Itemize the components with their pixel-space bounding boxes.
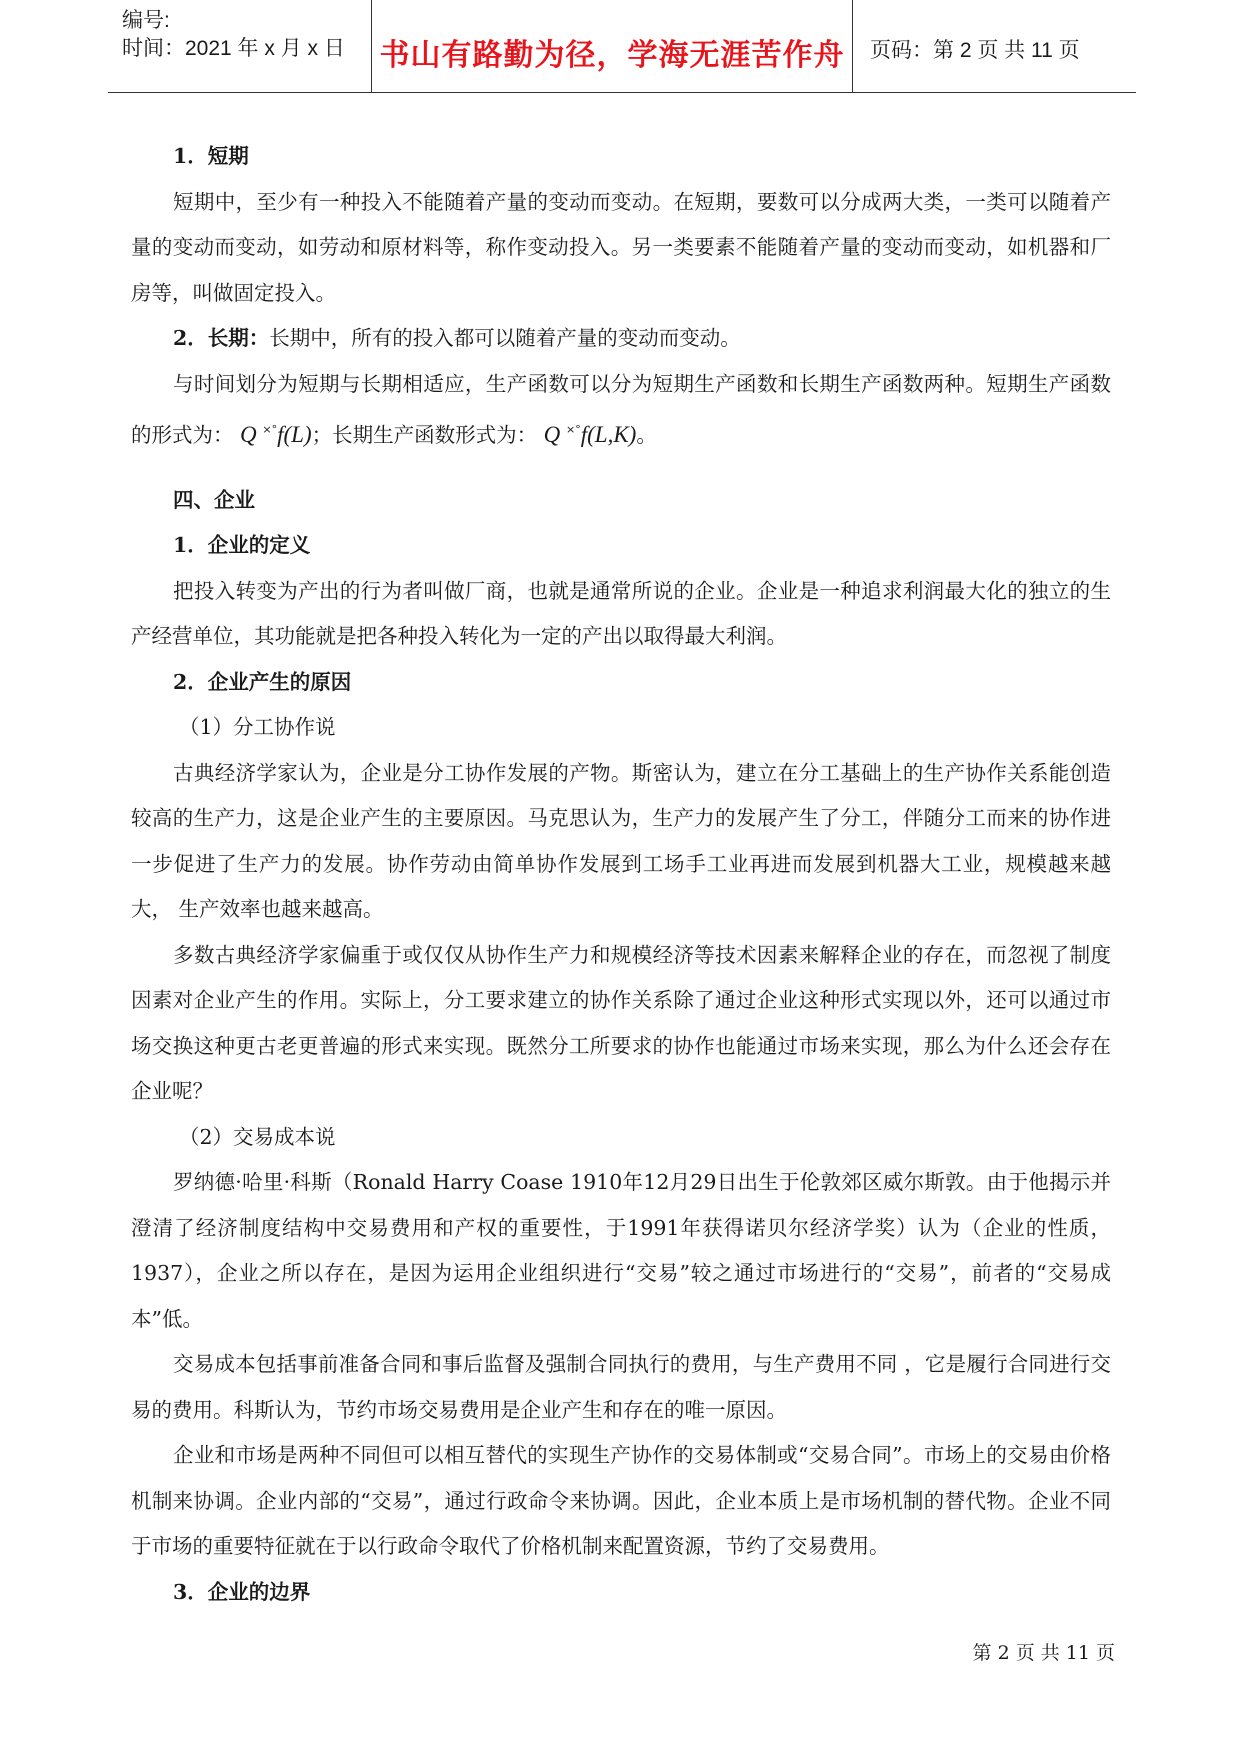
header-divider xyxy=(108,92,1136,93)
formula-long-q: Q xyxy=(543,422,561,447)
paragraph-institutional-factors: 多数古典经济学家偏重于或仅仅从协作生产力和规模经济等技术因素来解释企业的存在，而忽视了制度因素对企业产生的作用。实际上，分工要求建立的协作关系除了通过企业这种形式实现以外，还可以通过市场交换这种更古老更普遍的形式来实现。既然分工所要求的协作也能通过市场来实现，那么为什么还会存在企业呢？ xyxy=(131,942,1111,1103)
subheading-division-of-labor: （1）分工协作说 xyxy=(179,715,336,739)
formula-long-f: f(L,K) xyxy=(580,422,637,447)
formula-short-mark: ×° xyxy=(262,423,278,436)
heading-enterprise-definition: 1．企业的定义 xyxy=(173,533,311,557)
header-page-info: 页码：第 2 页 共 11 页 xyxy=(870,39,1080,62)
paragraph-transaction-cost-definition: 交易成本包括事前准备合同和事后监督及强制合同执行的费用，与生产费用不同 ，它是履行合同进行交易的费用。科斯认为，节约市场交易费用是企业产生和存在的唯一原因。 xyxy=(131,1352,1111,1422)
header-center-cell xyxy=(371,0,853,92)
paragraph-firm-vs-market: 企业和市场是两种不同但可以相互替代的实现生产协作的交易体制或“交易合同”。市场上的交易由价格机制来协调。企业内部的“交易”，通过行政命令来协调。因此，企业本质上是市场机制的替代物。企业不同于市场的重要特征就在于以行政命令取代了价格机制来配置资源，节约了交易费用。 xyxy=(131,1443,1111,1558)
heading-section-enterprise: 四、企业 xyxy=(173,487,255,512)
subheading-transaction-cost: （2）交易成本说 xyxy=(179,1124,336,1149)
paragraph-coase: 罗纳德·哈里·科斯（Ronald Harry Coase 1910年12月29日出生于伦敦郊区威尔斯敦。由于他揭示并澄清了经济制度结构中交易费用和产权的重要性，于1991年获得诺贝尔经济学奖）认为（企业的性质，1937），企业之所以存在，是因为运用企业组织进行“交易”较之通过市场进行的“交易”，前者的“交易成本”低。 xyxy=(131,1170,1111,1331)
serial-label: 编号: xyxy=(122,9,170,32)
paragraph-long-term xyxy=(131,316,1111,362)
production-function-text-c: 。 xyxy=(636,423,657,447)
paragraph-short-term: 短期中，至少有一种投入不能随着产量的变动而变动。在短期，要数可以分成两大类，一类可以随着产量的变动而变动，如劳动和原材料等，称作变动投入。另一类要素不能随着产量的变动而变动，如机器和厂房等，叫做固定投入。 xyxy=(131,189,1111,305)
formula-short-run xyxy=(240,422,312,447)
header-left-cell xyxy=(108,0,371,92)
heading-enterprise-boundary: 3．企业的边界 xyxy=(173,1579,311,1604)
production-function-text-a: 与时间划分为短期与长期相适应，生产函数可以分为短期生产函数和长期生产函数两种。短期生产函数的形式为： xyxy=(131,371,1111,447)
paragraph-production-function xyxy=(131,362,1111,459)
page-footer: 第 2 页 共 11 页 xyxy=(972,1642,1115,1664)
paragraph-enterprise-definition: 把投入转变为产出的行为者叫做厂商，也就是通常所说的企业。企业是一种追求利润最大化的独立的生产经营单位，其功能就是把各种投入转化为一定的产出以取得最大利润。 xyxy=(131,578,1111,648)
document-body xyxy=(131,134,1111,1615)
page-header xyxy=(108,0,1136,92)
paragraph-classical-economists: 古典经济学家认为，企业是分工协作发展的产物。斯密认为，建立在分工基础上的生产协作关系能创造较高的生产力，这是企业产生的主要原因。马克思认为，生产力的发展产生了分工，伴随分工而来的协作进一步促进了生产力的发展。协作劳动由简单协作发展到工场手工业再进而发展到机器大工业，规模越来越大， 生产效率也越来越高。 xyxy=(131,760,1111,921)
header-right-cell xyxy=(852,0,1136,92)
formula-long-run xyxy=(544,422,637,447)
heading-enterprise-origin: 2．企业产生的原因 xyxy=(173,669,352,694)
production-function-text-b: ；长期生产函数形式为： xyxy=(311,423,538,447)
heading-short-term: 1．短期 xyxy=(173,144,249,168)
heading-long-term: 2．长期： xyxy=(173,326,270,350)
formula-short-q: Q xyxy=(240,422,257,447)
header-motto: 书山有路勤为径，学海无涯苦作舟 xyxy=(379,38,845,73)
formula-long-mark: ×° xyxy=(566,423,581,436)
long-term-text: 长期中，所有的投入都可以随着产量的变动而变动。 xyxy=(269,326,741,350)
date-text: 时间：2021 年 x 月 x 日 xyxy=(122,37,345,60)
formula-short-f: f(L) xyxy=(277,422,312,447)
